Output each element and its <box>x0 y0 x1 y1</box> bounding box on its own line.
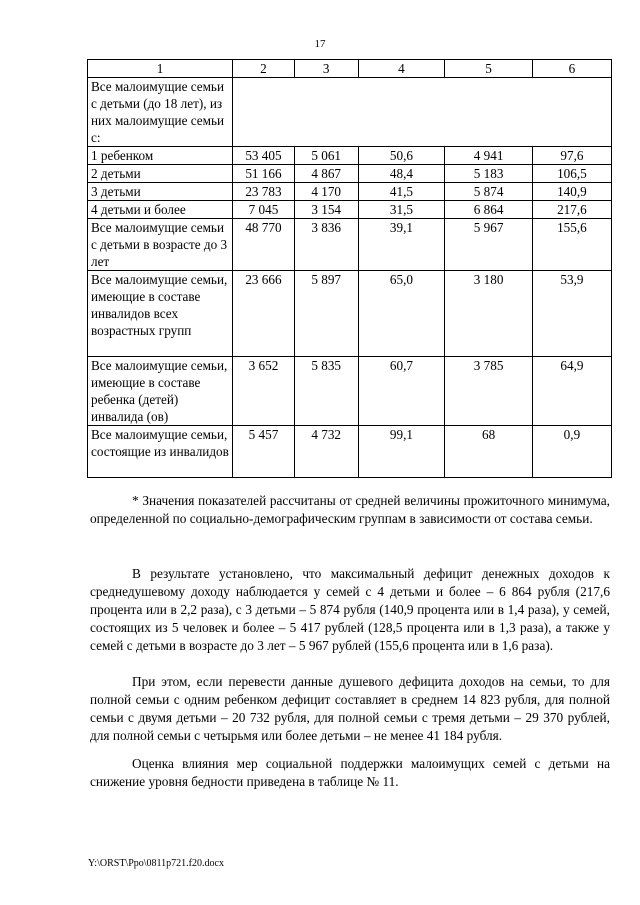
table-row <box>88 147 612 165</box>
value-cell: 3 652 <box>233 357 295 426</box>
header-cell: 3 <box>294 60 358 78</box>
row-label-cell: Все малоимущие семьи с детьми в возрасте до 3 лет <box>88 219 233 271</box>
value-cell: 217,6 <box>532 201 611 219</box>
value-cell: 41,5 <box>358 183 445 201</box>
row-label-cell: Все малоимущие семьи, имеющие в составе инвалидов всех возрастных групп <box>88 271 233 357</box>
value-cell: 5 061 <box>294 147 358 165</box>
table-row <box>88 219 612 271</box>
group-label-row <box>88 78 612 147</box>
header-cell: 4 <box>358 60 445 78</box>
paragraph-deficit: В результате установлено, что максимальный дефицит денежных доходов к среднедушевому доходу наблюдается у семей с 4 детьми и более – 6 864 рубля (217,6 процента или в 2,2 раза), с 3 детьми – 5 874 рубля (140,9 процента или в 1,4 раза), у семей, состоящих из 5 человек и более – 5 417 рублей (128,5 процента или в 1,3 раза), а также у семей с детьми в возрасте до 3 лет – 5 967 рублей (155,6 процента или в 1,6 раза). <box>90 566 610 653</box>
value-cell: 5 457 <box>233 426 295 478</box>
table-row <box>88 357 612 426</box>
value-cell: 48 770 <box>233 219 295 271</box>
table-row <box>88 201 612 219</box>
value-cell: 51 166 <box>233 165 295 183</box>
row-label-cell: 3 детьми <box>88 183 233 201</box>
table-row <box>88 165 612 183</box>
value-cell: 5 874 <box>445 183 532 201</box>
footnote: * Значения показателей рассчитаны от средней величины прожиточного минимума, определенной по социально-демографическим группам в зависимости от состава семьи. <box>90 493 610 526</box>
value-cell: 3 154 <box>294 201 358 219</box>
value-cell: 64,9 <box>532 357 611 426</box>
row-label-cell: 4 детьми и более <box>88 201 233 219</box>
table-row <box>88 183 612 201</box>
value-cell: 48,4 <box>358 165 445 183</box>
value-cell: 31,5 <box>358 201 445 219</box>
paragraph-family-deficit: При этом, если перевести данные душевого дефицита доходов на семьи, то для полной семьи с одним ребенком дефицит составляет в среднем 14 823 рубля, для полной семьи с двумя детьми – 20 732 рубля, для полной семьи с тремя детьми – 29 370 рублей, для полной семьи с четырьмя или более детьми – не менее 41 184 рубля. <box>90 674 610 743</box>
value-cell: 4 170 <box>294 183 358 201</box>
value-cell: 65,0 <box>358 271 445 357</box>
value-cell: 99,1 <box>358 426 445 478</box>
value-cell: 4 732 <box>294 426 358 478</box>
footer-file-path: Y:\ORST\Ppo\0811p721.f20.docx <box>88 858 224 869</box>
group-label-empty-cell <box>233 78 612 147</box>
header-cell: 2 <box>233 60 295 78</box>
value-cell: 3 836 <box>294 219 358 271</box>
value-cell: 53 405 <box>233 147 295 165</box>
data-table <box>87 59 612 478</box>
header-cell: 5 <box>445 60 532 78</box>
value-cell: 7 045 <box>233 201 295 219</box>
value-cell: 4 867 <box>294 165 358 183</box>
value-cell: 23 666 <box>233 271 295 357</box>
group-label-cell: Все малоимущие семьи с детьми (до 18 лет), из них малоимущие семьи с: <box>88 78 233 147</box>
header-cell: 1 <box>88 60 233 78</box>
value-cell: 39,1 <box>358 219 445 271</box>
value-cell: 106,5 <box>532 165 611 183</box>
value-cell: 4 941 <box>445 147 532 165</box>
value-cell: 3 180 <box>445 271 532 357</box>
row-label-cell: Все малоимущие семьи, состоящие из инвалидов <box>88 426 233 478</box>
row-label-cell: 1 ребенком <box>88 147 233 165</box>
row-label-cell: 2 детьми <box>88 165 233 183</box>
paragraph-table-reference: Оценка влияния мер социальной поддержки малоимущих семей с детьми на снижение уровня бедности приведена в таблице № 11. <box>90 756 610 789</box>
value-cell: 5 967 <box>445 219 532 271</box>
value-cell: 6 864 <box>445 201 532 219</box>
value-cell: 5 183 <box>445 165 532 183</box>
table-row <box>88 426 612 478</box>
value-cell: 0,9 <box>532 426 611 478</box>
value-cell: 23 783 <box>233 183 295 201</box>
value-cell: 155,6 <box>532 219 611 271</box>
value-cell: 5 897 <box>294 271 358 357</box>
value-cell: 60,7 <box>358 357 445 426</box>
value-cell: 5 835 <box>294 357 358 426</box>
value-cell: 3 785 <box>445 357 532 426</box>
table-header-row <box>88 60 612 78</box>
value-cell: 140,9 <box>532 183 611 201</box>
header-cell: 6 <box>532 60 611 78</box>
value-cell: 97,6 <box>532 147 611 165</box>
value-cell: 53,9 <box>532 271 611 357</box>
value-cell: 50,6 <box>358 147 445 165</box>
value-cell: 68 <box>445 426 532 478</box>
row-label-cell: Все малоимущие семьи, имеющие в составе ребенка (детей) инвалида (ов) <box>88 357 233 426</box>
page-number: 17 <box>314 38 326 50</box>
table-row <box>88 271 612 357</box>
